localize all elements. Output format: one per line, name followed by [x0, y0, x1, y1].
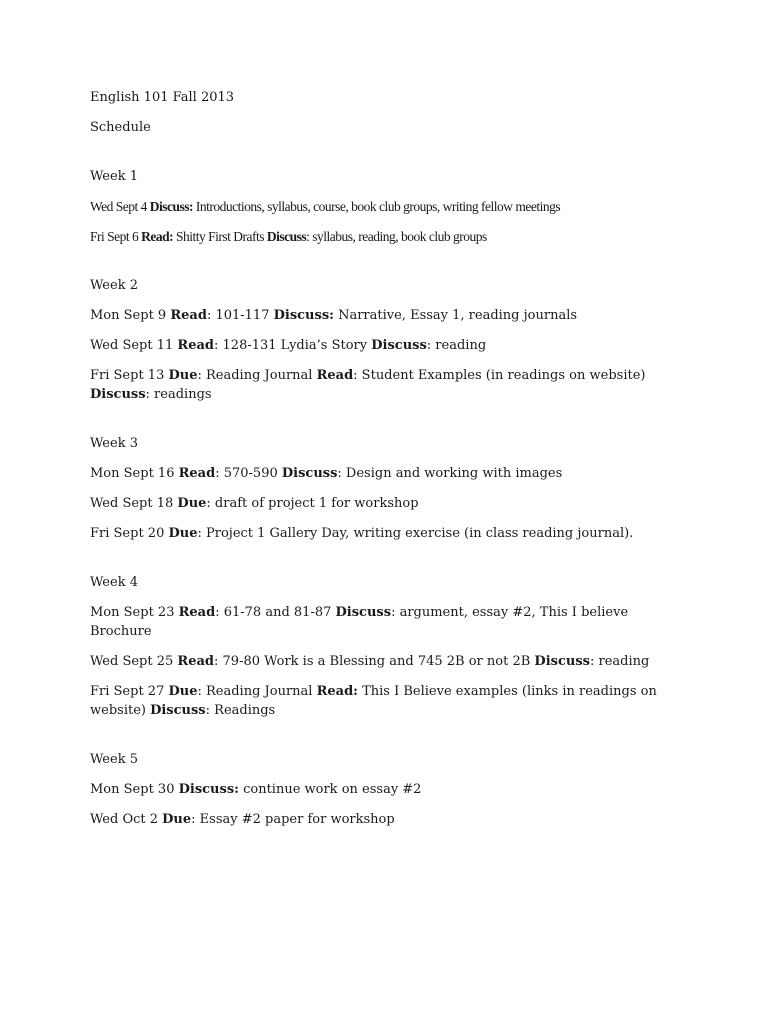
- spacer: [90, 148, 690, 167]
- entry-date: Wed Sept 4: [90, 199, 147, 214]
- schedule-entry: [90, 197, 690, 216]
- schedule-entry: [90, 306, 690, 325]
- entry-keyword: Discuss: [281, 466, 338, 481]
- entry-text: : draft of project 1 for workshop: [206, 496, 419, 511]
- spacer: [90, 257, 690, 276]
- entry-text: : Student Examples (in readings on website): [353, 368, 646, 383]
- entry-text: : 79-80 Work is a Blessing and 745 2B or not 2B: [214, 654, 535, 669]
- entry-text: : 101-117: [206, 308, 274, 323]
- schedule-entry: [90, 603, 690, 641]
- entry-text: This I Believe examples (links in readings on website): [90, 684, 657, 718]
- entry-text: : 570-590: [215, 466, 282, 481]
- week-heading: Week 3: [90, 436, 138, 451]
- week-section: [90, 573, 690, 750]
- entry-text: : 128-131 Lydia’s Story: [214, 338, 372, 353]
- entry-date: Mon Sept 9: [90, 308, 167, 323]
- entry-text: continue work on essay #2: [238, 782, 422, 797]
- entry-keyword: Discuss: [371, 338, 427, 353]
- schedule-entry: [90, 227, 690, 246]
- entry-date: Mon Sept 23: [90, 605, 175, 620]
- entry-keyword: Read: [177, 654, 215, 669]
- entry-text: : Reading Journal: [197, 368, 317, 383]
- entry-keyword: Read: [178, 466, 216, 481]
- entry-date: Fri Sept 27: [90, 684, 165, 699]
- document-title: English 101 Fall 2013: [90, 90, 235, 105]
- entry-keyword: Due: [168, 684, 198, 699]
- entry-keyword: Discuss:: [273, 308, 334, 323]
- entry-date: Wed Sept 18: [90, 496, 174, 511]
- entry-keyword: Discuss: [266, 229, 307, 244]
- schedule-entry: [90, 336, 690, 355]
- week-heading: Week 2: [90, 278, 138, 293]
- entry-date: Fri Sept 13: [90, 368, 165, 383]
- entry-keyword: Read: [178, 605, 216, 620]
- entry-keyword: Due: [168, 368, 198, 383]
- entry-keyword: Due: [177, 496, 207, 511]
- entry-text: : Essay #2 paper for workshop: [191, 812, 395, 827]
- document-page: [90, 88, 690, 840]
- spacer: [90, 731, 690, 750]
- entry-text: : reading: [426, 338, 487, 353]
- schedule-entry: [90, 464, 690, 483]
- entry-keyword: Discuss: [150, 703, 206, 718]
- entry-text: : Project 1 Gallery Day, writing exercise (in class reading journal).: [197, 526, 634, 541]
- entry-keyword: Read:: [141, 229, 174, 244]
- entry-text: : argument, essay #2, This I believe Brochure: [90, 605, 629, 639]
- entry-keyword: Read:: [316, 684, 358, 699]
- entry-keyword: Discuss:: [178, 782, 239, 797]
- entry-keyword: Discuss: [90, 387, 146, 402]
- entry-keyword: Due: [162, 812, 192, 827]
- week-section: [90, 750, 690, 829]
- week-heading: Week 4: [90, 575, 138, 590]
- spacer: [90, 415, 690, 434]
- entry-text: : 61-78 and 81-87: [215, 605, 336, 620]
- entry-keyword: Read: [316, 368, 354, 383]
- week-heading: Week 1: [90, 169, 138, 184]
- week-section: [90, 167, 690, 276]
- entry-text: Narrative, Essay 1, reading journals: [333, 308, 578, 323]
- document-subtitle: Schedule: [90, 120, 151, 135]
- entry-date: Fri Sept 6: [90, 229, 139, 244]
- entry-keyword: Discuss: [534, 654, 590, 669]
- entry-text: : Design and working with images: [337, 466, 563, 481]
- entry-keyword: Read: [177, 338, 215, 353]
- entry-date: Fri Sept 20: [90, 526, 165, 541]
- week-heading: Week 5: [90, 752, 138, 767]
- entry-date: Wed Sept 25: [90, 654, 174, 669]
- schedule-entry: [90, 682, 690, 720]
- entry-date: Mon Sept 16: [90, 466, 175, 481]
- spacer: [90, 554, 690, 573]
- week-section: [90, 276, 690, 434]
- schedule-entry: [90, 810, 690, 829]
- entry-keyword: Read: [170, 308, 207, 323]
- entry-date: Wed Oct 2: [90, 812, 159, 827]
- entry-keyword: Discuss: [335, 605, 392, 620]
- schedule-entry: [90, 524, 690, 543]
- entry-date: Mon Sept 30: [90, 782, 175, 797]
- entry-text: : Reading Journal: [197, 684, 317, 699]
- schedule-entry: [90, 652, 690, 671]
- entry-text: Introductions, syllabus, course, book club groups, writing fellow meetings: [193, 199, 561, 214]
- entry-text: : syllabus, reading, book club groups: [306, 229, 487, 244]
- entry-text: : Readings: [205, 703, 276, 718]
- schedule-entry: [90, 780, 690, 799]
- schedule: [90, 167, 690, 829]
- entry-text: : readings: [145, 387, 212, 402]
- entry-text: : reading: [589, 654, 650, 669]
- entry-keyword: Discuss:: [149, 199, 194, 214]
- week-section: [90, 434, 690, 573]
- entry-text: Shitty First Drafts: [173, 229, 267, 244]
- schedule-entry: [90, 366, 690, 404]
- schedule-entry: [90, 494, 690, 513]
- entry-date: Wed Sept 11: [90, 338, 174, 353]
- entry-keyword: Due: [168, 526, 198, 541]
